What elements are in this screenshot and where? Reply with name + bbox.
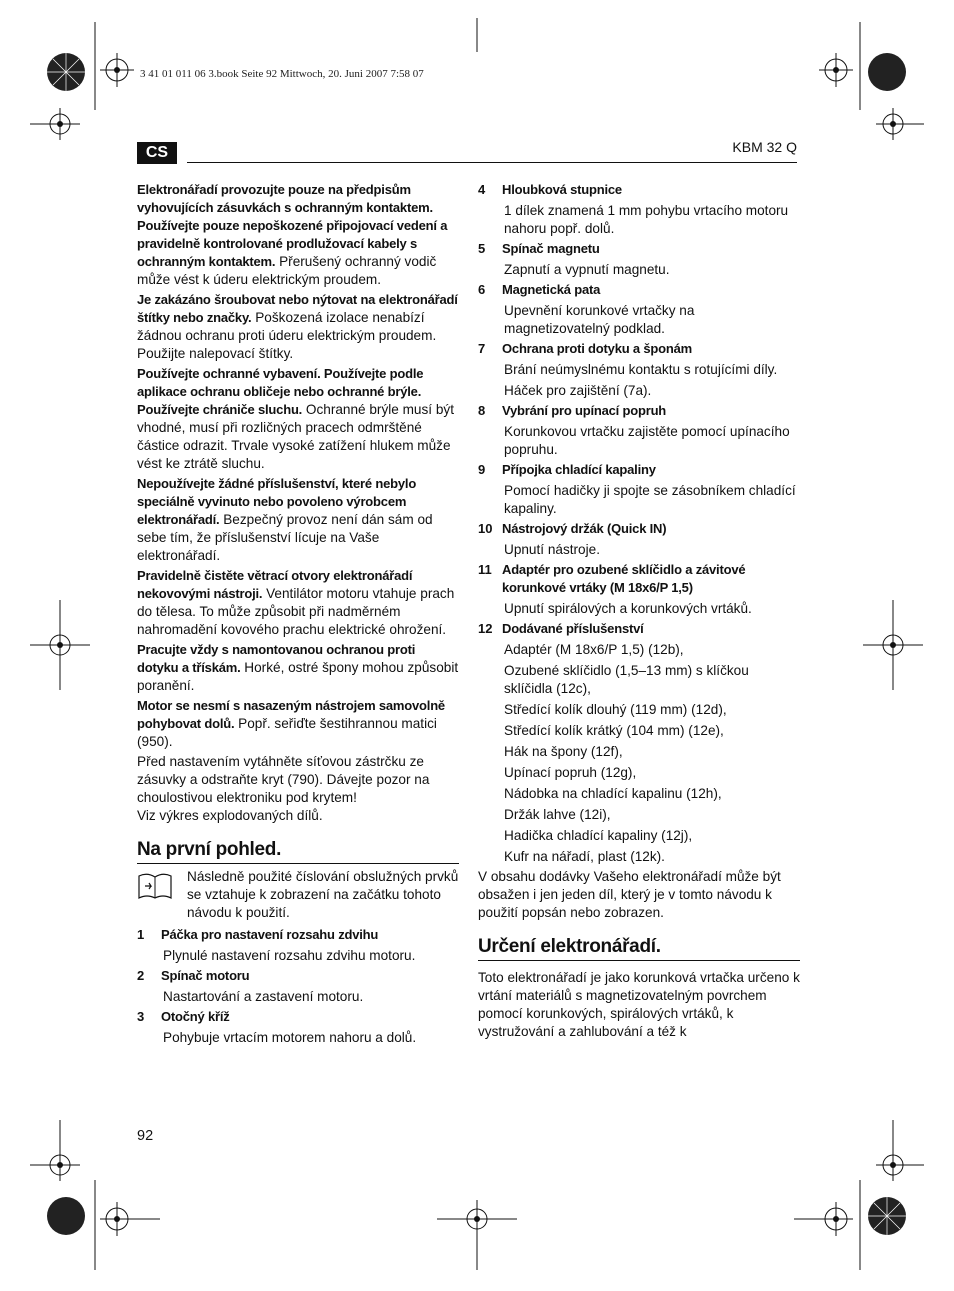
item-description: Plynulé nastavení rozsahu zdvihu motoru.: [163, 948, 416, 963]
exploded-view-note: Viz výkres explodovaných dílů.: [137, 808, 323, 823]
item-description: Zapnutí a vypnutí magnetu.: [504, 262, 670, 277]
safety-warning-bold: Pravidelně čistěte větrací otvory elektronářadí nekovovými nástroji.: [137, 568, 413, 601]
item-title: Magnetická pata: [502, 282, 601, 297]
item-description: Středící kolík krátký (104 mm) (12e),: [504, 723, 724, 738]
safety-explanation: Ventilátor motoru vtahuje prach do tělesa. To může způsobit při nadměrném nahromadění kovového prachu elektrické ohrožení.: [137, 586, 455, 637]
item-description: Brání neúmyslnému kontaktu s rotujícími díly.: [504, 362, 778, 377]
item-description: Držák lahve (12i),: [504, 807, 611, 822]
safety-paragraph: [137, 365, 459, 473]
item-title: Nástrojový držák (Quick IN): [502, 521, 667, 536]
numbering-note-text: Následně použité číslování obslužných prvků se vztahuje k zobrazení na začátku tohoto návodu k použití.: [187, 869, 459, 920]
item-number: 5: [478, 241, 486, 256]
item-title: Hloubková stupnice: [502, 182, 622, 197]
item-number: 8: [478, 403, 486, 418]
item-description: Ozubené sklíčidlo (1,5–13 mm) s klíčkou sklíčidla (12c),: [504, 663, 749, 696]
safety-paragraph: [137, 567, 459, 639]
item-number: 1: [137, 927, 145, 942]
item-description: Nastartování a zastavení motoru.: [163, 989, 364, 1004]
overview-item: [478, 461, 800, 518]
scope-note: V obsahu dodávky Vašeho elektronářadí může být obsažen i jen jeden díl, který je v tomto návodu k použití popsán nebo zobrazen.: [478, 869, 781, 920]
overview-item: [478, 240, 800, 279]
safety-paragraph: [137, 641, 459, 695]
overview-item: [478, 340, 800, 400]
item-description: Háček pro zajištění (7a).: [504, 383, 652, 398]
safety-paragraph: [137, 697, 459, 751]
safety-explanation: Bezpečný provoz není dán sám od sebe tím, že příslušenství lícuje na Vaše elektronářadí.: [137, 512, 433, 563]
item-description: Pomocí hadičky ji spojte se zásobníkem chladící kapaliny.: [504, 483, 796, 516]
item-number: 3: [137, 1009, 145, 1024]
item-description: 1 dílek znamená 1 mm pohybu vrtacího motoru nahoru popř. dolů.: [504, 203, 789, 236]
item-description: Upnutí nástroje.: [504, 542, 600, 557]
page-number: 92: [137, 1128, 154, 1144]
safety-warning-bold: Je zakázáno šroubovat nebo nýtovat na elektronářadí štítky nebo značky.: [137, 292, 458, 325]
item-number: 6: [478, 282, 486, 297]
safety-warning-bold: Elektronářadí provozujte pouze na předpisům vyhovujících zásuvkách s ochranným kontaktem. Používejte pouze nepoškozené připojovací vedení a pravidelně kontrolované prodlužovací kabely s ochranným kontaktem.: [137, 182, 448, 269]
item-title: Adaptér pro ozubené sklíčidlo a závitové korunkové vrtáky (M 18x6/P 1,5): [502, 562, 746, 595]
purpose-text: Toto elektronářadí je jako korunková vrtačka určeno k vrtání materiálů s magnetizovatelným povrchem pomocí korunkových, spirálových vrtáků, k vystružování a zahlubování a též k: [478, 970, 800, 1039]
overview-items-right: [478, 181, 800, 866]
item-number: 10: [478, 521, 493, 536]
safety-warning-bold: Nepoužívejte žádné příslušenství, které nebylo speciálně vyvinuto nebo povoleno výrobcem elektronářadí.: [137, 476, 417, 527]
safety-explanation: Horké, ostré špony mohou způsobit poranění.: [137, 660, 459, 693]
item-number: 7: [478, 341, 486, 356]
print-info: 3 41 01 011 06 3.book Seite 92 Mittwoch, 20. Juni 2007 7:58 07: [140, 68, 424, 80]
numbering-note: [137, 870, 459, 922]
item-description: Upínací popruh (12g),: [504, 765, 637, 780]
overview-item: [478, 520, 800, 559]
overview-item: [478, 181, 800, 238]
item-number: 4: [478, 182, 486, 197]
safety-warning-bold: Používejte ochranné vybavení. Používejte podle aplikace ochranu obličeje nebo ochranné brýle. Používejte chrániče sluchu.: [137, 366, 424, 417]
overview-item: [137, 1008, 459, 1047]
manual-book-icon: [137, 870, 173, 900]
item-number: 12: [478, 621, 493, 636]
item-description: Pohybuje vrtacím motorem nahoru a dolů.: [163, 1030, 417, 1045]
overview-item: [478, 402, 800, 459]
adjust-note: Před nastavením vytáhněte síťovou zástrčku ze zásuvky a odstraňte kryt (790). Dávejte pozor na choulostivou elektroniku pod krytem!: [137, 754, 430, 805]
safety-instructions: [137, 181, 459, 751]
safety-explanation: Přerušený ochranný vodič může vést k úderu elektrickým proudem.: [137, 254, 437, 287]
item-description: Nádobka na chladící kapalinu (12h),: [504, 786, 722, 801]
item-description: Korunkovou vrtačku zajistěte pomocí upínacího popruhu.: [504, 424, 790, 457]
model-name: KBM 32 Q: [732, 139, 797, 155]
item-description: Hák na špony (12f),: [504, 744, 623, 759]
item-number: 9: [478, 462, 486, 477]
safety-paragraph: [137, 291, 459, 363]
item-title: Přípojka chladící kapaliny: [502, 462, 656, 477]
item-description: Upevnění korunkové vrtačky na magnetizovatelný podklad.: [504, 303, 695, 336]
item-title: Vybrání pro upínací popruh: [502, 403, 667, 418]
safety-warning-bold: Motor se nesmí s nasazeným nástrojem samovolně pohybovat dolů.: [137, 698, 445, 731]
safety-paragraph: [137, 181, 459, 289]
overview-item: [478, 620, 800, 866]
safety-explanation: Popř. seřiďte šestihrannou matici (950).: [137, 716, 437, 749]
safety-explanation: Ochranné brýle musí být vhodné, musí při rozličných pracech odmrštěné částice odrazit. Trvale vysoké zatížení hlukem může vést ke ztrátě sluchu.: [137, 402, 454, 471]
overview-item: [478, 561, 800, 618]
item-title: Páčka pro nastavení rozsahu zdvihu: [161, 927, 379, 942]
safety-explanation: Poškozená izolace nenabízí žádnou ochranu proti úderu elektrickým proudem. Použijte nalepovací štítky.: [137, 310, 437, 361]
section-title-overview: Na první pohled.: [137, 841, 459, 864]
item-title: Dodávané příslušenství: [502, 621, 644, 636]
safety-paragraph: [137, 475, 459, 565]
overview-items-left: [137, 926, 459, 1047]
item-title: Ochrana proti dotyku a šponám: [502, 341, 692, 356]
item-title: Spínač magnetu: [502, 241, 600, 256]
item-description: Kufr na nářadí, plast (12k).: [504, 849, 665, 864]
overview-item: [478, 281, 800, 338]
left-column: [137, 181, 459, 1049]
section-title-purpose: Určení elektronářadí.: [478, 938, 800, 961]
overview-item: [137, 967, 459, 1006]
language-badge: CS: [137, 142, 177, 164]
item-title: Spínač motoru: [161, 968, 250, 983]
item-number: 2: [137, 968, 145, 983]
item-description: Adaptér (M 18x6/P 1,5) (12b),: [504, 642, 684, 657]
item-description: Středící kolík dlouhý (119 mm) (12d),: [504, 702, 727, 717]
item-number: 11: [478, 562, 492, 577]
item-description: Hadička chladící kapaliny (12j),: [504, 828, 693, 843]
right-column: [478, 181, 800, 1041]
safety-warning-bold: Pracujte vždy s namontovanou ochranou proti dotyku a třískám.: [137, 642, 416, 675]
item-description: Upnutí spirálových a korunkových vrtáků.: [504, 601, 752, 616]
header-rule: [187, 162, 797, 163]
overview-item: [137, 926, 459, 965]
item-title: Otočný kříž: [161, 1009, 230, 1024]
